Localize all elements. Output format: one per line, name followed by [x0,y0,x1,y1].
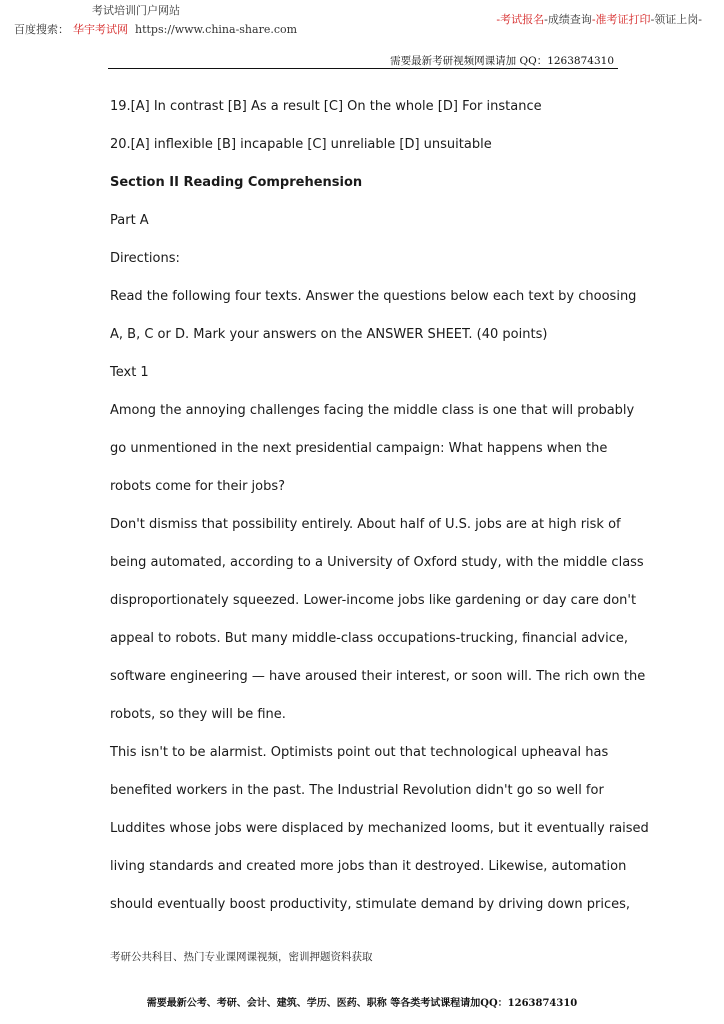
footer-contact: 需要最新公考、考研、会计、建筑、学历、医药、职称 等各类考试课程请加QQ：1263874310 [146,998,578,1009]
text-line: This isn't to be alarmist. Optimists point out that technological upheaval has [110,745,609,760]
text-line: go unmentioned in the next presidential campaign: What happens when the [110,441,608,456]
header-course-note: 需要最新考研视频网课请加 QQ：1263874310 [390,55,614,67]
text-line: Don't dismiss that possibility entirely. About half of U.S. jobs are at high risk of [110,517,621,532]
text-line: appeal to robots. But many middle-class occupations-trucking, financial advice, [110,631,628,646]
site-url[interactable]: https://www.china-share.com [135,23,298,36]
text-line: Text 1 [110,365,149,380]
text-line: software engineering — have aroused their interest, or soon will. The rich own the [110,669,646,684]
link-admission-ticket[interactable]: -准考证打印 [591,13,651,26]
search-label: 百度搜索： [14,23,69,36]
text-line: 20.[A] inflexible [B] incapable [C] unreliable [D] unsuitable [110,137,492,152]
text-line: should eventually boost productivity, stimulate demand by driving down prices, [110,897,630,912]
section-heading: Section II Reading Comprehension [110,175,363,190]
portal-title: 考试培训门户网站 [92,4,180,17]
text-line: 19.[A] In contrast [B] As a result [C] On the whole [D] For instance [110,99,542,114]
text-line: disproportionately squeezed. Lower-income jobs like gardening or day care don't [110,593,637,608]
link-score-query[interactable]: -成绩查询 [544,13,592,26]
link-certificate[interactable]: -领证上岗- [650,13,702,26]
text-line: living standards and created more jobs than it destroyed. Likewise, automation [110,859,627,874]
text-line: A, B, C or D. Mark your answers on the ANSWER SHEET. (40 points) [110,327,548,342]
brand-link[interactable]: 华宇考试网 [73,23,128,36]
text-line: robots, so they will be fine. [110,707,286,722]
text-line: benefited workers in the past. The Industrial Revolution didn't go so well for [110,783,604,798]
text-line: being automated, according to a University of Oxford study, with the middle class [110,555,644,570]
text-line: Luddites whose jobs were displaced by mechanized looms, but it eventually raised [110,821,649,836]
footer-note: 考研公共科目、热门专业课网课视频，密训押题资料获取 [110,951,373,963]
text-line: Read the following four texts. Answer the questions below each text by choosing [110,289,637,304]
text-line: robots come for their jobs? [110,479,286,494]
search-row [14,21,297,37]
header-divider [108,68,618,69]
text-line: Directions: [110,251,180,266]
text-line: Part A [110,213,149,228]
top-links [496,11,702,27]
link-exam-registration[interactable]: -考试报名 [496,13,545,26]
text-line: Among the annoying challenges facing the middle class is one that will probably [110,403,635,418]
